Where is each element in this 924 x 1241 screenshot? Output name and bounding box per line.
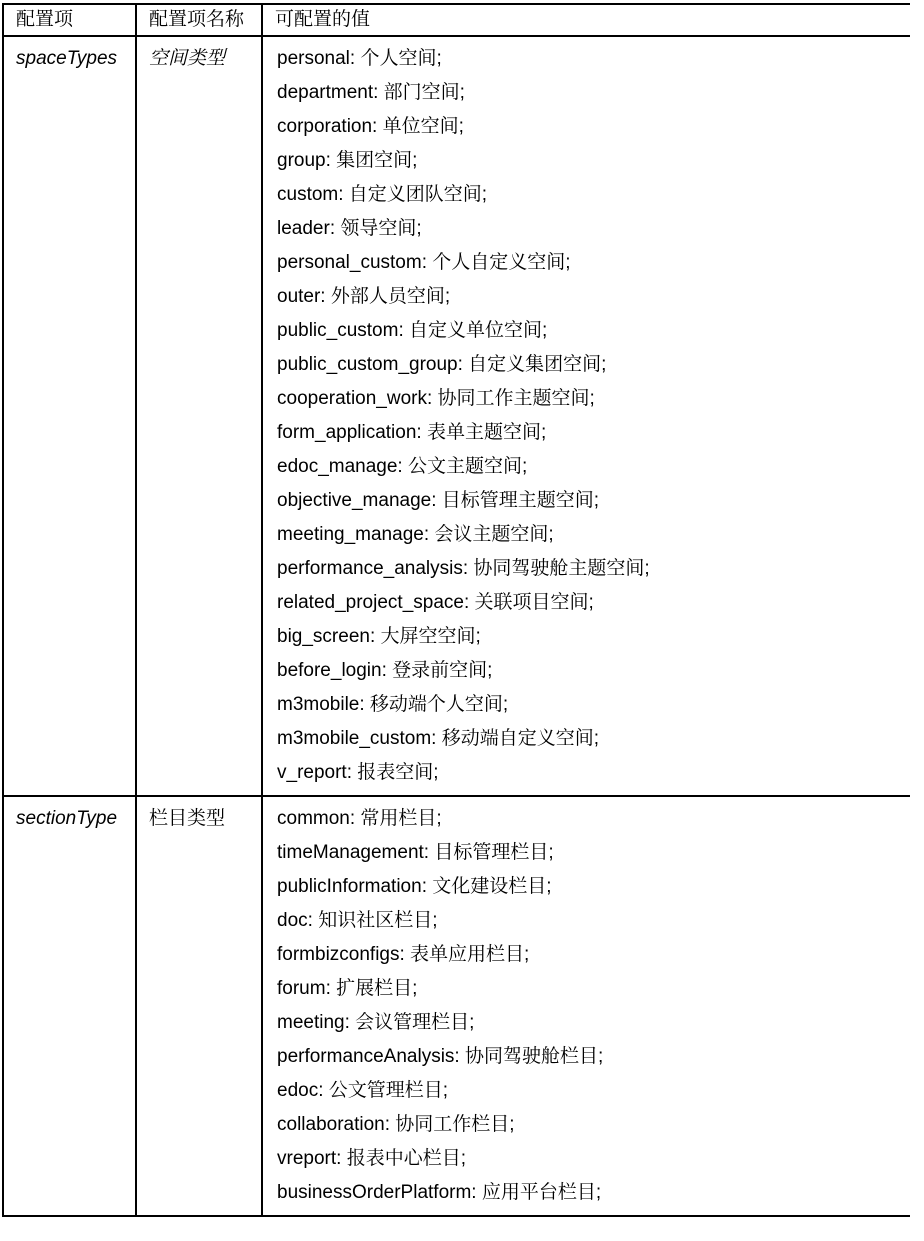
config-value-line: public_custom: 自定义单位空间; (277, 320, 548, 341)
config-value-line: custom: 自定义团队空间; (277, 184, 488, 205)
config-value-line: m3mobile_custom: 移动端自定义空间; (277, 728, 600, 749)
config-value-line: form_application: 表单主题空间; (277, 422, 547, 443)
config-value-line: meeting_manage: 会议主题空间; (277, 524, 554, 545)
config-value-line: v_report: 报表空间; (277, 762, 439, 783)
config-values-cell (262, 796, 910, 1216)
config-value-line: public_custom_group: 自定义集团空间; (277, 354, 607, 375)
config-table (2, 3, 910, 1217)
config-key-cell: spaceTypes (3, 36, 136, 796)
config-value-line: forum: 扩展栏目; (277, 978, 418, 999)
config-value-line: performanceAnalysis: 协同驾驶舱栏目; (277, 1046, 604, 1067)
config-value-line: performance_analysis: 协同驾驶舱主题空间; (277, 558, 650, 579)
header-config-item: 配置项 (3, 4, 136, 36)
config-key-cell: sectionType (3, 796, 136, 1216)
config-value-line: publicInformation: 文化建设栏目; (277, 876, 552, 897)
config-value-line: cooperation_work: 协同工作主题空间; (277, 388, 595, 409)
header-config-item-name: 配置项名称 (136, 4, 262, 36)
table-row-spacetypes (3, 36, 910, 796)
config-value-line: outer: 外部人员空间; (277, 286, 451, 307)
config-value-line: corporation: 单位空间; (277, 116, 464, 137)
config-value-line: businessOrderPlatform: 应用平台栏目; (277, 1182, 602, 1203)
config-value-line: vreport: 报表中心栏目; (277, 1148, 466, 1169)
config-values-cell (262, 36, 910, 796)
config-name-cell: 空间类型 (136, 36, 262, 796)
config-value-line: big_screen: 大屏空空间; (277, 626, 481, 647)
table-row-sectiontype (3, 796, 910, 1216)
config-value-line: personal_custom: 个人自定义空间; (277, 252, 571, 273)
config-value-line: timeManagement: 目标管理栏目; (277, 842, 554, 863)
header-configurable-values: 可配置的值 (262, 4, 910, 36)
config-value-line: edoc_manage: 公文主题空间; (277, 456, 528, 477)
config-value-line: group: 集团空间; (277, 150, 418, 171)
config-name-cell: 栏目类型 (136, 796, 262, 1216)
config-value-line: personal: 个人空间; (277, 48, 442, 69)
config-value-line: objective_manage: 目标管理主题空间; (277, 490, 600, 511)
config-value-line: edoc: 公文管理栏目; (277, 1080, 449, 1101)
header-row (3, 4, 910, 36)
config-value-line: doc: 知识社区栏目; (277, 910, 438, 931)
config-value-line: department: 部门空间; (277, 82, 465, 103)
config-value-line: related_project_space: 关联项目空间; (277, 592, 594, 613)
config-value-line: common: 常用栏目; (277, 808, 442, 829)
config-value-line: meeting: 会议管理栏目; (277, 1012, 475, 1033)
config-value-line: before_login: 登录前空间; (277, 660, 493, 681)
config-value-line: leader: 领导空间; (277, 218, 422, 239)
config-value-line: formbizconfigs: 表单应用栏目; (277, 944, 530, 965)
config-value-line: collaboration: 协同工作栏目; (277, 1114, 515, 1135)
config-table-wrapper (2, 3, 910, 1217)
config-value-line: m3mobile: 移动端个人空间; (277, 694, 509, 715)
